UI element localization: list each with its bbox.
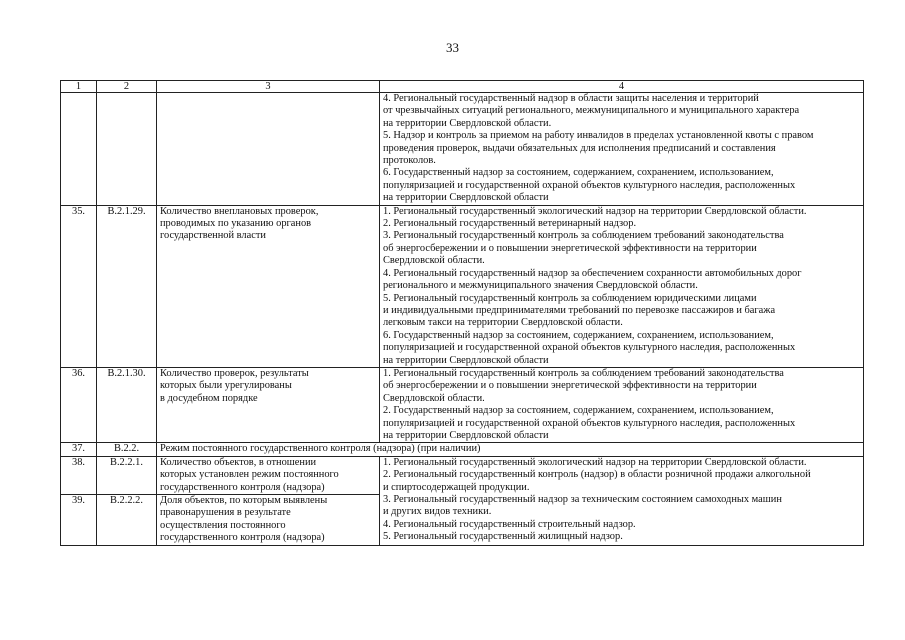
text-line: осуществления постоянного — [160, 519, 286, 531]
text-line: на территории Свердловской области — [383, 192, 549, 204]
row-code: В.2.2.1. — [97, 456, 157, 494]
text-line: в досудебном порядке — [160, 392, 258, 404]
row-code — [97, 93, 157, 206]
text-line: 2. Региональный государственный ветеринарный надзор. — [383, 218, 637, 230]
row-number: 35. — [61, 205, 97, 367]
text-line: 2. Государственный надзор за состоянием, содержанием, сохранением, использованием, — [383, 405, 774, 417]
text-line: государственной власти — [160, 230, 266, 242]
text-line: легковым такси на территории Свердловской области. — [383, 317, 623, 329]
text-line: 5. Региональный государственный контроль за соблюдением юридическими лицами — [383, 292, 757, 304]
row-content — [380, 93, 864, 206]
table-row — [61, 456, 864, 494]
text-line: Доля объектов, по которым выявлены — [160, 495, 328, 506]
text-line: регионального и межмуниципального значения Свердловской области. — [383, 280, 698, 292]
text-line: на территории Свердловской области — [383, 354, 549, 366]
header-col-3: 3 — [157, 81, 380, 93]
text-line: 6. Государственный надзор за состоянием, содержанием, сохранением, использованием, — [383, 167, 774, 179]
text-line: государственного контроля (надзора) — [160, 532, 325, 544]
header-col-4: 4 — [380, 81, 864, 93]
text-line: Количество проверок, результаты — [160, 367, 309, 379]
table-row — [61, 205, 864, 367]
text-line: проводимых по указанию органов — [160, 218, 312, 230]
table-row — [61, 93, 864, 206]
text-line: Количество объектов, в отношении — [160, 456, 317, 468]
text-line: 4. Региональный государственный строительный надзор. — [383, 518, 636, 530]
text-line: на территории Свердловской области — [383, 429, 549, 441]
section-title: Режим постоянного государственного контроля (надзора) (при наличии) — [157, 443, 864, 456]
text-line: 6. Государственный надзор за состоянием, содержанием, сохранением, использованием, — [383, 329, 774, 341]
text-line: Свердловской области. — [383, 255, 485, 267]
text-line: 5. Региональный государственный жилищный надзор. — [383, 531, 623, 543]
text-line: 3. Региональный государственный надзор за техническим состоянием самоходных машин — [383, 494, 782, 505]
text-line: и других видов техники. — [383, 506, 492, 518]
text-line: Свердловской области. — [383, 392, 485, 404]
text-line: об энергосбережении и о повышении энергетической эффективности на территории — [383, 242, 757, 254]
text-line: 1. Региональный государственный экологический надзор на территории Свердловской области. — [383, 205, 807, 217]
text-line: 4. Региональный государственный надзор в области защиты населения и территорий — [383, 93, 759, 104]
row-content — [380, 367, 864, 442]
row-number — [61, 93, 97, 206]
text-line: 1. Региональный государственный экологический надзор на территории Свердловской области. — [383, 456, 807, 468]
text-line: государственного контроля (надзора) — [160, 481, 325, 493]
row-number: 38. — [61, 456, 97, 494]
text-line: и индивидуальными предпринимателями требований по перевозке пассажиров и багажа — [383, 304, 776, 316]
row-content — [380, 205, 864, 367]
text-line: которых были урегулированы — [160, 380, 292, 392]
text-line: Количество внеплановых проверок, — [160, 205, 319, 217]
text-line: на территории Свердловской области. — [383, 117, 552, 129]
text-line: от чрезвычайных ситуаций регионального, межмуниципального и муниципального характера — [383, 105, 800, 117]
row-indicator — [157, 495, 380, 546]
row-content — [380, 456, 864, 545]
text-line: 5. Надзор и контроль за приемом на работу инвалидов в пределах установленной квоты с правом — [383, 130, 814, 142]
text-line: правонарушения в результате — [160, 507, 291, 519]
text-line: проведения проверок, выдачи обязательных для исполнения предписаний и составления — [383, 142, 776, 154]
text-line: протоколов. — [383, 155, 436, 167]
section-row — [61, 443, 864, 456]
text-line: об энергосбережении и о повышении энергетической эффективности на территории — [383, 380, 757, 392]
text-line: 1. Региональный государственный контроль за соблюдением требований законодательства — [383, 367, 784, 379]
header-col-1: 1 — [61, 81, 97, 93]
row-number: 36. — [61, 367, 97, 442]
text-line: 4. Региональный государственный надзор за обеспечением сохранности автомобильных дорог — [383, 267, 802, 279]
text-line: которых установлен режим постоянного — [160, 469, 339, 481]
row-number: 39. — [61, 495, 97, 546]
text-line: популяризацией и государственной охраной объектов культурного наследия, расположенных — [383, 342, 796, 354]
row-indicator — [157, 367, 380, 442]
page-number: 33 — [446, 40, 459, 55]
header-col-2: 2 — [97, 81, 157, 93]
table-header-row — [61, 81, 864, 93]
text-line: популяризацией и государственной охраной объектов культурного наследия, расположенных — [383, 179, 796, 191]
text-line: 2. Региональный государственный контроль (надзор) в области розничной продажи алкогольной — [383, 469, 811, 481]
row-code: В.2.1.29. — [97, 205, 157, 367]
text-line: и спиртосодержащей продукции. — [383, 481, 530, 493]
row-code: В.2.2. — [97, 443, 157, 456]
text-line: 3. Региональный государственный контроль за соблюдением требований законодательства — [383, 230, 784, 242]
row-indicator — [157, 93, 380, 206]
text-line: популяризацией и государственной охраной объектов культурного наследия, расположенных — [383, 417, 796, 429]
document-table — [60, 80, 864, 546]
table-row — [61, 367, 864, 442]
row-indicator — [157, 456, 380, 494]
row-number: 37. — [61, 443, 97, 456]
row-code: В.2.2.2. — [97, 495, 157, 546]
row-code: В.2.1.30. — [97, 367, 157, 442]
row-indicator — [157, 205, 380, 367]
